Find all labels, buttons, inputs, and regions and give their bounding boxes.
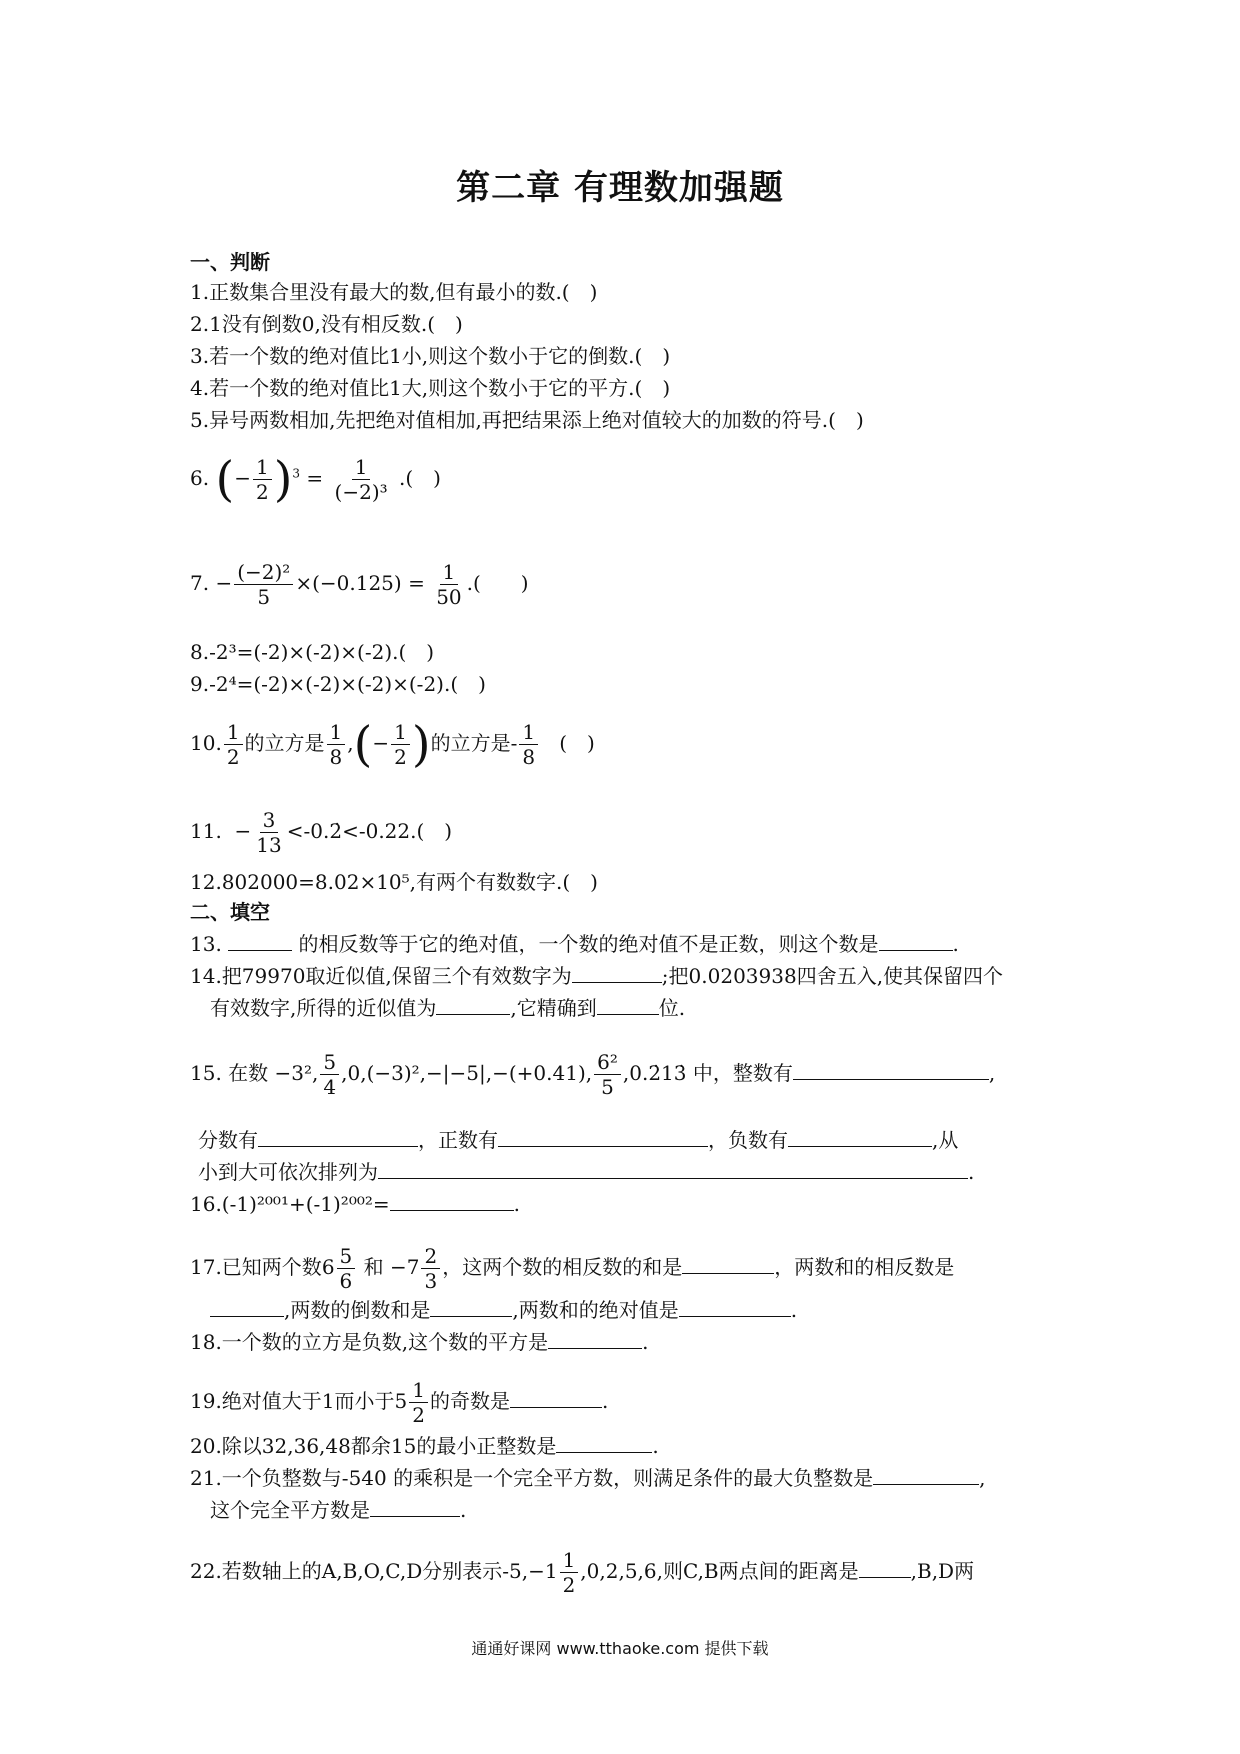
answer-blank[interactable] xyxy=(228,930,292,951)
question-16: 16.(-1)²⁰⁰¹+(-1)²⁰⁰²= . xyxy=(190,1192,520,1216)
answer-bracket: .( ) xyxy=(466,571,529,595)
question-15-line-1: 15. 在数 −3², $\frac{5}{4}$ ,0,(−3)²,−|−5|,−(+0.41), $\frac{\text{6²}}{5}$ ,0.2̇13̇ 中，整数有 , xyxy=(190,1050,996,1099)
question-6: 6. (− $\frac{1}{2}$ )$^3$ = $\frac{1}{\text{(−2)³}}$ .( ) xyxy=(190,451,441,508)
question-10: 10. $\frac{1}{2}$ 的立方是 $\frac{1}{8}$ ,(− $\frac{1}{2}$ )的立方是- $\frac{1}{8}$ ( ) xyxy=(190,716,595,773)
section-heading-judgement: 一、判断 xyxy=(190,250,270,274)
fraction: $\frac{1}{50}$ xyxy=(436,560,462,609)
question-20: 20.除以32,36,48都余15的最小正整数是 . xyxy=(190,1434,659,1458)
question-number: 6. xyxy=(190,466,210,490)
question-19: 19.绝对值大于1而小于5 $\frac{1}{2}$ 的奇数是 . xyxy=(190,1378,609,1427)
question-7: 7. − $\frac{\text{(−2)²}}{5}$ ×(−0.125) = $\frac{1}{50}$ .( ) xyxy=(190,560,529,609)
question-5: 5.异号两数相加,先把绝对值相加,再把结果添上绝对值较大的加数的符号.( ) xyxy=(190,408,864,432)
answer-blank[interactable] xyxy=(572,962,662,983)
question-15-line-3: 小到大可依次排列为 . xyxy=(198,1160,975,1184)
fraction: $\frac{1}{8}$ xyxy=(519,720,538,769)
question-22: 22.若数轴上的A,B,O,C,D分别表示-5,−1 $\frac{1}{2}$ ,0,2,5,6,则C,B两点间的距离是 ,B,D两 xyxy=(190,1548,975,1597)
question-2: 2.1没有倒数0,没有相反数.( ) xyxy=(190,312,463,336)
question-14-line-2: 有效数字,所得的近似值为 ,它精确到 位. xyxy=(210,996,686,1020)
answer-blank[interactable] xyxy=(859,1557,911,1578)
answer-bracket: ( ) xyxy=(559,731,595,755)
fraction: $\frac{1}{2}$ xyxy=(560,1548,579,1597)
fraction: $\frac{5}{4}$ xyxy=(320,1050,339,1099)
exponent: 3 xyxy=(292,466,301,481)
answer-blank[interactable] xyxy=(679,1296,791,1317)
question-17-line-1: 17.已知两个数6 $\frac{5}{6}$ 和 −7 $\frac{2}{3}$ ，这两个数的相反数的和是 ，两数和的相反数是 xyxy=(190,1244,955,1293)
page-footer: 通通好课网 www.tthaoke.com 提供下载 xyxy=(471,1639,769,1658)
answer-blank[interactable] xyxy=(430,1296,512,1317)
question-11: 11. − $\frac{3}{13}$ <-0.2̇<-0.22.( ) xyxy=(190,808,453,857)
fraction: $\frac{\text{(−2)²}}{5}$ xyxy=(234,560,293,609)
question-13: 13. 的相反数等于它的绝对值，一个数的绝对值不是正数，则这个数是 . xyxy=(190,932,959,956)
answer-blank[interactable] xyxy=(682,1253,774,1274)
answer-blank[interactable] xyxy=(498,1126,708,1147)
answer-blank[interactable] xyxy=(436,994,510,1015)
fraction: $\frac{1}{2}$ xyxy=(409,1378,428,1427)
page-title: 第二章 有理数加强题 xyxy=(456,168,784,208)
question-14-line-1: 14.把79970取近似值,保留三个有效数字为 ;把0.0203938四舍五入,使其保留四个 xyxy=(190,964,1004,988)
fraction: $\frac{1}{\text{(−2)³}}$ xyxy=(334,455,388,504)
fraction: $\frac{5}{6}$ xyxy=(337,1244,356,1293)
question-4: 4.若一个数的绝对值比1大,则这个数小于它的平方.( ) xyxy=(190,376,671,400)
question-12: 12.802000=8.02×10⁵,有两个有数数字.( ) xyxy=(190,870,598,894)
fraction: $\frac{1}{2}$ xyxy=(391,720,410,769)
answer-blank[interactable] xyxy=(873,1464,979,1485)
fraction: $\frac{3}{13}$ xyxy=(256,808,282,857)
question-15-line-2: 分数有 ，正数有 ，负数有 ,从 xyxy=(198,1128,959,1152)
section-heading-fill-in: 二、填空 xyxy=(190,900,270,924)
question-8: 8.-2³=(-2)×(-2)×(-2).( ) xyxy=(190,640,435,664)
question-1: 1.正数集合里没有最大的数,但有最小的数.( ) xyxy=(190,280,598,304)
question-21-line-1: 21.一个负整数与-540 的乘积是一个完全平方数，则满足条件的最大负整数是 , xyxy=(190,1466,986,1490)
answer-blank[interactable] xyxy=(793,1059,989,1080)
answer-blank[interactable] xyxy=(258,1126,418,1147)
answer-blank[interactable] xyxy=(879,930,953,951)
answer-blank[interactable] xyxy=(390,1190,514,1211)
question-18: 18.一个数的立方是负数,这个数的平方是 . xyxy=(190,1330,649,1354)
fraction: $\frac{1}{2}$ xyxy=(253,455,272,504)
answer-blank[interactable] xyxy=(370,1496,460,1517)
fraction: $\frac{1}{8}$ xyxy=(327,720,346,769)
answer-blank[interactable] xyxy=(378,1158,968,1179)
question-3: 3.若一个数的绝对值比1小,则这个数小于它的倒数.( ) xyxy=(190,344,671,368)
answer-blank[interactable] xyxy=(597,994,659,1015)
question-21-line-2: 这个完全平方数是 . xyxy=(210,1498,467,1522)
answer-blank[interactable] xyxy=(556,1432,652,1453)
answer-blank[interactable] xyxy=(510,1387,602,1408)
question-17-line-2: ,两数的倒数和是 ,两数和的绝对值是 . xyxy=(210,1296,797,1324)
fraction: $\frac{\text{6²}}{5}$ xyxy=(594,1050,621,1099)
answer-bracket: .( ) xyxy=(399,466,441,490)
fraction: $\frac{1}{2}$ xyxy=(224,720,243,769)
fraction: $\frac{2}{3}$ xyxy=(421,1244,440,1293)
answer-blank[interactable] xyxy=(548,1328,642,1349)
question-9: 9.-2⁴=(-2)×(-2)×(-2)×(-2).( ) xyxy=(190,672,486,696)
answer-blank[interactable] xyxy=(788,1126,932,1147)
answer-blank[interactable] xyxy=(210,1296,284,1317)
